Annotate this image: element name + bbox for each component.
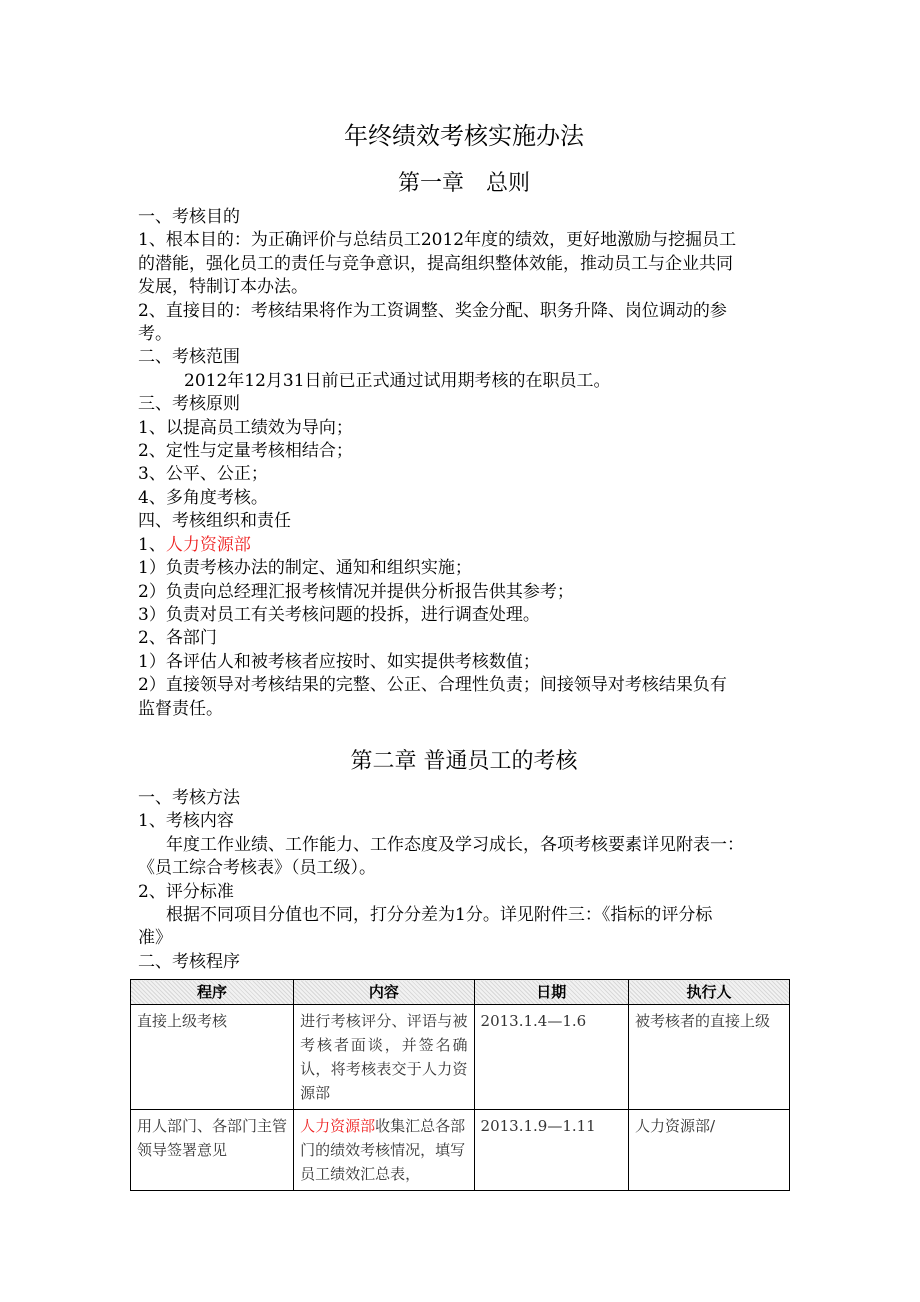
hr-department-label: 人力资源部: [165, 534, 251, 555]
list-item: [138, 534, 786, 557]
procedure-table: [130, 979, 790, 1191]
column-header-date: 日期: [474, 980, 628, 1005]
chapter2-body: [138, 787, 786, 974]
list-item: 2）直接领导对考核结果的完整、公正、合理性负责；间接领导对考核结果负有: [138, 675, 727, 696]
section-heading: 一、考核目的: [138, 207, 240, 227]
table-row: [131, 1005, 790, 1110]
list-number: 1、: [138, 534, 166, 555]
paragraph-line: 年度工作业绩、工作能力、工作态度及学习成长，各项考核要素详见附表一：: [166, 834, 744, 855]
section-heading: 二、考核程序: [138, 951, 240, 972]
paragraph-line: 发展，特制订本办法。: [138, 277, 308, 298]
subsection-heading: 2、评分标准: [138, 881, 234, 902]
paragraph-line: 的潜能，强化员工的责任与竞争意识，提高组织整体效能，推动员工与企业共同: [138, 253, 733, 274]
table-cell-executor: 人力资源部/: [629, 1110, 790, 1191]
hr-department-label: 人力资源部: [300, 1117, 376, 1135]
section-heading: 四、考核组织和责任: [138, 511, 291, 532]
table-cell-executor: 被考核者的直接上级: [629, 1005, 790, 1110]
paragraph-line: 考。: [138, 324, 172, 345]
list-item: 4、多角度考核。: [138, 487, 268, 508]
list-item: 1、以提高员工绩效为导向；: [138, 417, 353, 438]
document-title: 年终绩效考核实施办法: [344, 122, 584, 150]
table-cell-date: 2013.1.4—1.6: [474, 1005, 628, 1110]
column-header-executor: 执行人: [629, 980, 790, 1005]
list-item: 3、公平、公正；: [138, 464, 268, 485]
list-item: 2、各部门: [138, 628, 217, 649]
section-heading: 三、考核原则: [138, 394, 240, 415]
subsection-heading: 1、考核内容: [138, 811, 234, 832]
list-item: 3）负责对员工有关考核问题的投拆，进行调查处理。: [138, 604, 540, 625]
table-cell-date: 2013.1.9—1.11: [474, 1110, 628, 1191]
table-cell-content: 进行考核评分、评语与被考核者面谈，并签名确认，将考核表交于人力资源部: [294, 1005, 474, 1110]
chapter1-body: [138, 206, 786, 721]
table-cell-step: 用人部门、各部门主管领导签署意见: [131, 1110, 294, 1191]
list-item: 2）负责向总经理汇报考核情况并提供分析报告供其参考；: [138, 581, 574, 602]
paragraph-line: 2、直接目的：考核结果将作为工资调整、奖金分配、职务升降、岗位调动的参: [138, 300, 727, 321]
paragraph-line: 准》: [138, 928, 172, 949]
paragraph-line: 监督责任。: [138, 698, 223, 719]
table-row: [131, 1110, 790, 1191]
list-item: 2、定性与定量考核相结合；: [138, 441, 353, 462]
paragraph-line: 1、根本目的：为正确评价与总结员工2012年度的绩效，更好地激励与挖掘员工: [138, 230, 737, 251]
chapter1-heading: 第一章 总则: [397, 171, 530, 196]
paragraph-line: 根据不同项目分值也不同，打分分差为1分。详见附件三：《指标的评分标: [166, 905, 713, 926]
content-text: 收集汇总各部门的绩效考核情况，填写员工绩效汇总表，: [300, 1117, 466, 1183]
column-header-step: 程序: [131, 980, 294, 1005]
list-item: 1）负责考核办法的制定、通知和组织实施；: [138, 558, 472, 579]
table-cell-step: 直接上级考核: [131, 1005, 294, 1110]
list-item: 1）各评估人和被考核者应按时、如实提供考核数值；: [138, 651, 540, 672]
section-heading: 二、考核范围: [138, 347, 240, 368]
section-heading: 一、考核方法: [138, 788, 240, 808]
table-header-row: [131, 980, 790, 1005]
chapter2-heading: 第二章 普通员工的考核: [350, 749, 578, 774]
column-header-content: 内容: [294, 980, 474, 1005]
paragraph-line: 《员工综合考核表》（员工级）。: [138, 858, 376, 879]
table-cell-content: [294, 1110, 474, 1191]
paragraph-line: 2012年12月31日前已正式通过试用期考核的在职员工。: [184, 370, 611, 391]
